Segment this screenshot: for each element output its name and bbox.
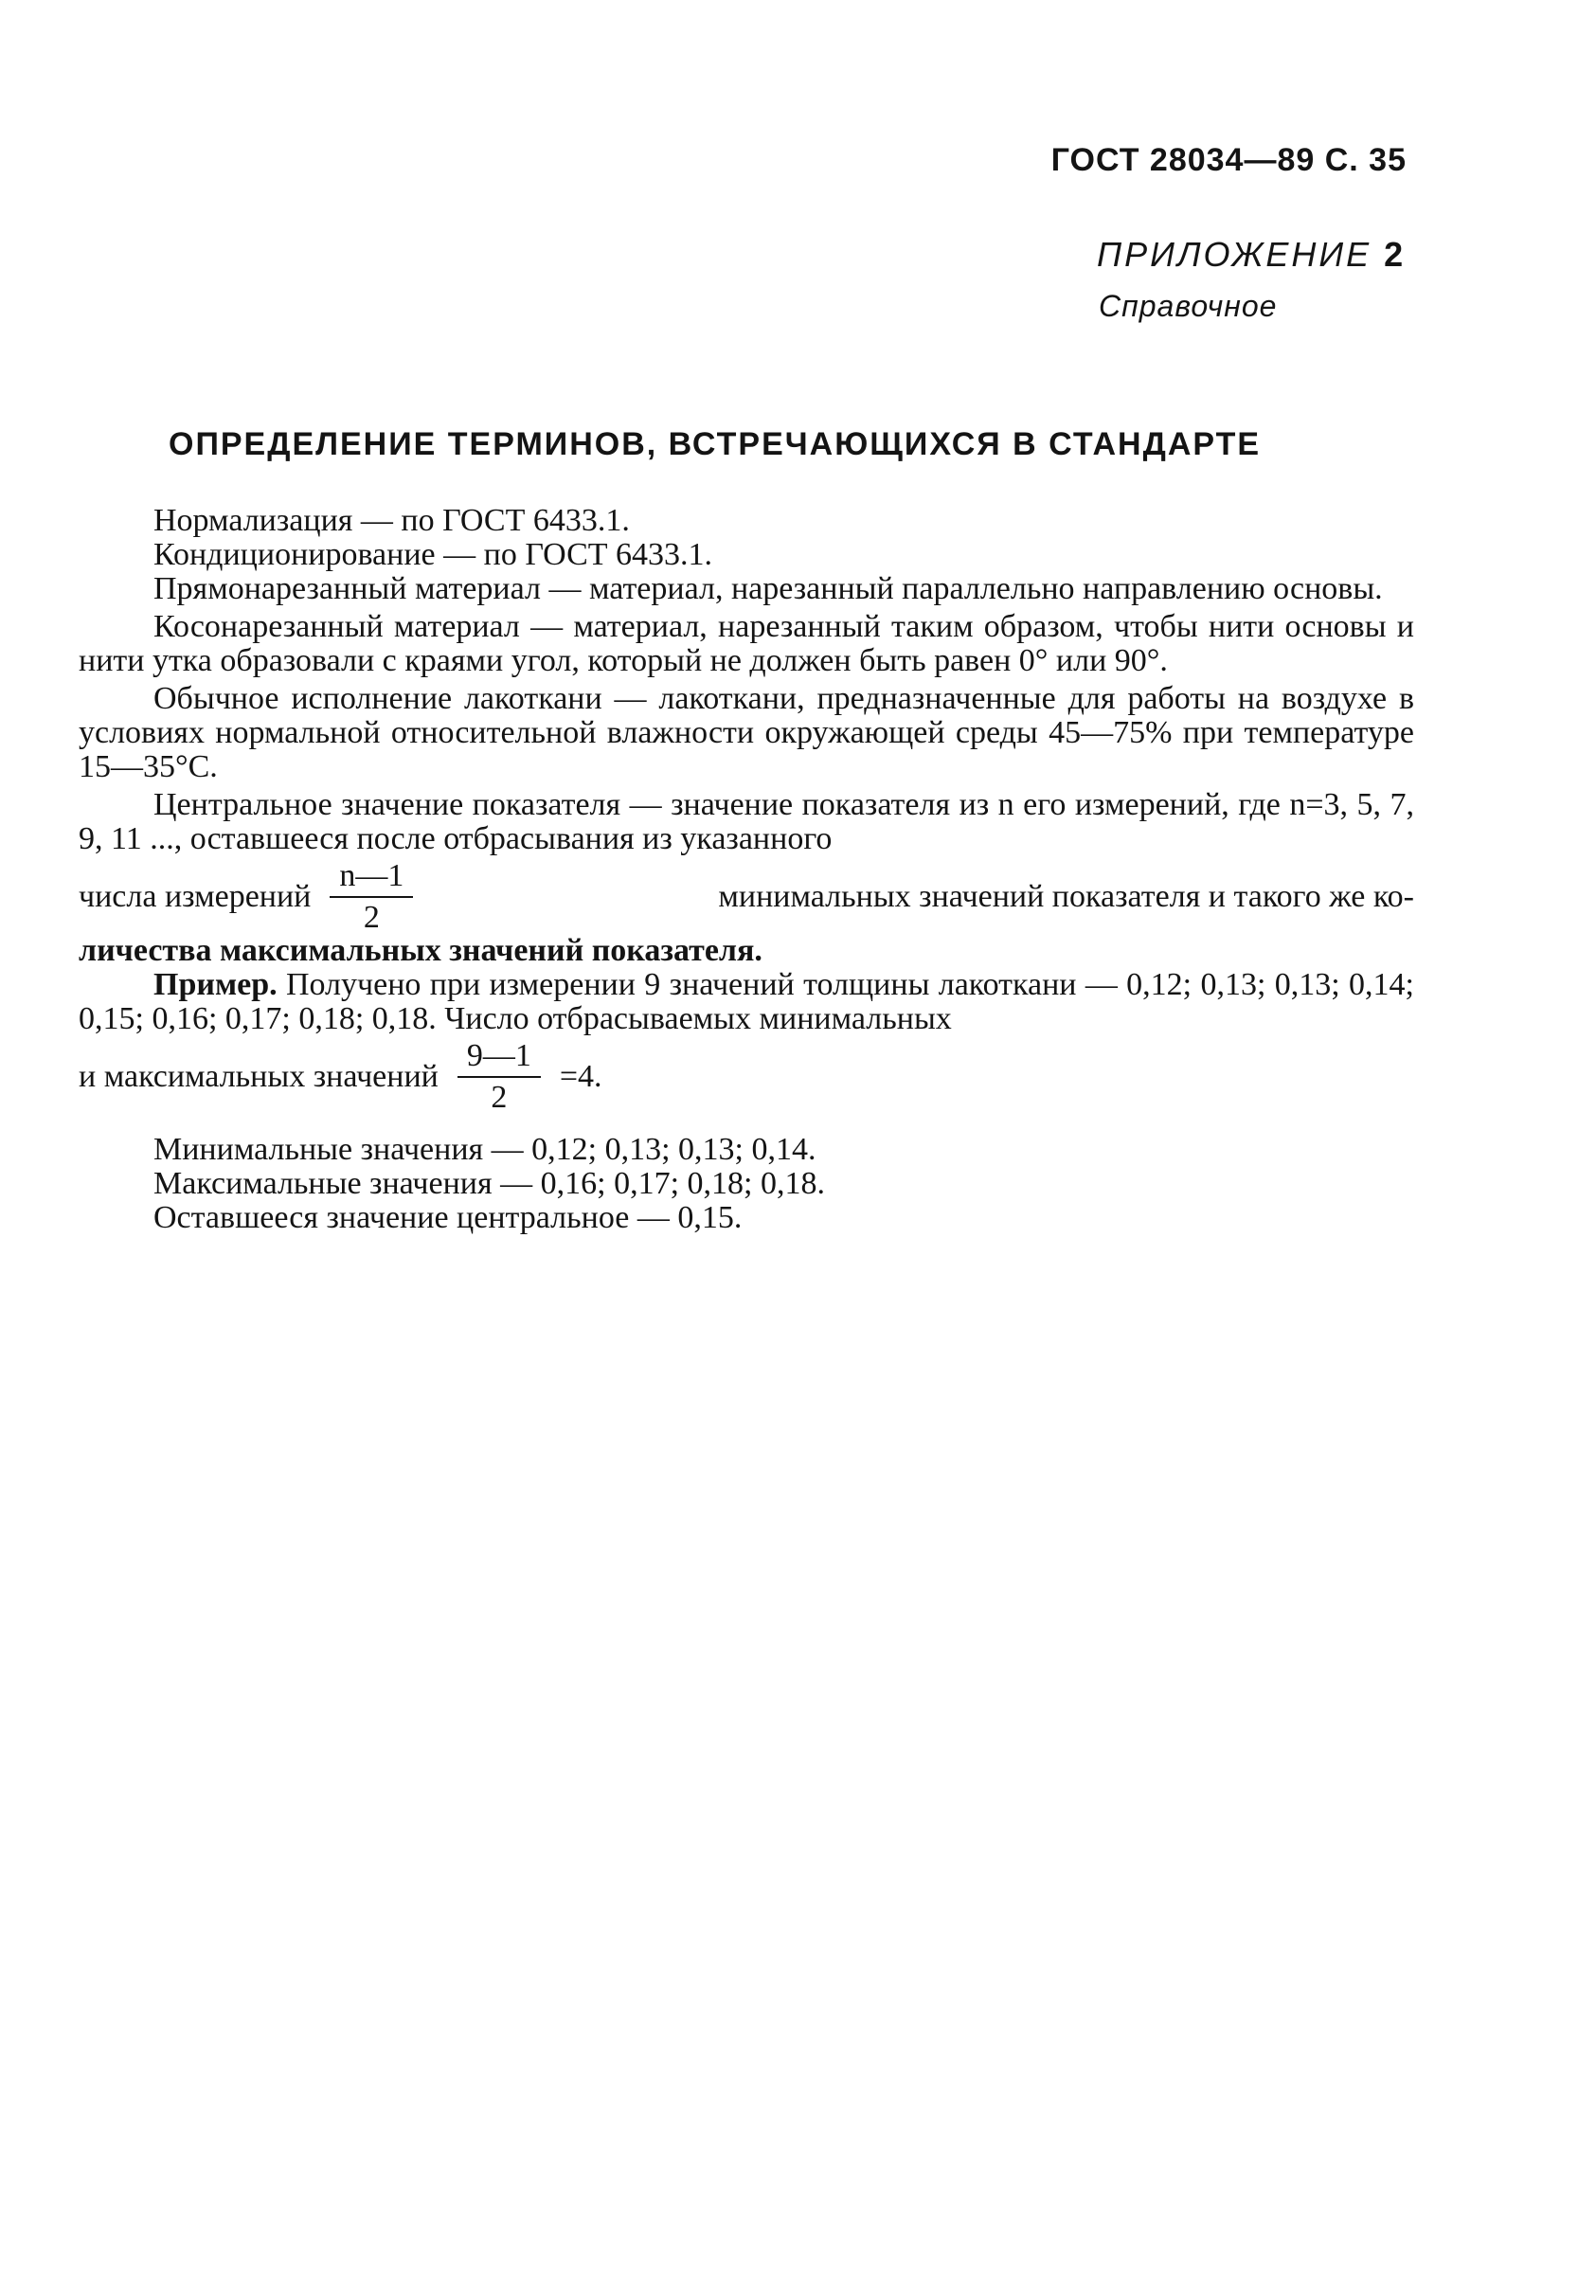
example-label: Пример. xyxy=(153,967,278,1002)
definition-normalization: Нормализация — по ГОСТ 6433.1. xyxy=(153,503,630,538)
document-reference: ГОСТ 28034—89 С. 35 xyxy=(1050,142,1407,178)
central-value-end: личества максимальных значений показателя. xyxy=(79,933,762,968)
central-formula-after: минимальных значений показателя и такого же ко- xyxy=(718,879,1414,914)
appendix-heading xyxy=(1097,235,1406,275)
central-fraction-numerator: n—1 xyxy=(330,860,413,898)
result-maximum: Максимальные значения — 0,16; 0,17; 0,18; 0,18. xyxy=(153,1166,825,1201)
example-paragraph xyxy=(79,968,1414,1036)
result-minimum: Минимальные значения — 0,12; 0,13; 0,13; 0,14. xyxy=(153,1132,816,1167)
results-block xyxy=(79,1133,1414,1235)
appendix-type: Справочное xyxy=(1099,289,1278,323)
central-value-formula-line xyxy=(79,860,1414,934)
appendix-label: ПРИЛОЖЕНИЕ xyxy=(1097,235,1372,274)
example-fraction-denominator: 2 xyxy=(491,1080,508,1115)
example-fraction-numerator: 9—1 xyxy=(457,1040,541,1078)
definition-central-value: Центральное значение показателя — значение показателя из n его измерений, где n=3, 5, 7, 9, 11 ..., оставшееся после отбрасывания из указанного xyxy=(79,787,1414,856)
definition-normal-design: Обычное исполнение лакоткани — лакоткани, предназначенные для работы на воздухе в условиях нормальной относительной влажности окружающей среды 45—75% при температуре 15—35°С. xyxy=(79,681,1414,784)
definitions-body xyxy=(79,504,1414,1235)
appendix-number: 2 xyxy=(1384,235,1407,274)
definition-straight-cut: Прямонарезанный материал — материал, нарезанный параллельно направлению основы. xyxy=(153,571,1383,606)
definition-conditioning: Кондиционирование — по ГОСТ 6433.1. xyxy=(153,537,713,572)
page-title: ОПРЕДЕЛЕНИЕ ТЕРМИНОВ, ВСТРЕЧАЮЩИХСЯ В СТАНДАРТЕ xyxy=(169,426,1262,462)
central-formula-before: числа измерений xyxy=(79,879,312,914)
result-central: Оставшееся значение центральное — 0,15. xyxy=(153,1200,743,1235)
central-fraction-denominator: 2 xyxy=(363,900,380,935)
example-formula-before: и максимальных значений xyxy=(79,1059,439,1094)
central-fraction xyxy=(330,860,413,934)
example-formula-line xyxy=(79,1040,1414,1114)
example-fraction xyxy=(457,1040,541,1114)
definition-bias-cut: Косонарезанный материал — материал, нарезанный таким образом, чтобы нити основы и нити утка образовали с краями угол, который не должен быть равен 0° или 90°. xyxy=(79,609,1414,678)
example-formula-result: =4. xyxy=(559,1059,602,1094)
example-text: Получено при измерении 9 значений толщины лакоткани — 0,12; 0,13; 0,13; 0,14; 0,15; 0,16; 0,17; 0,18; 0,18. Число отбрасываемых минимальных xyxy=(79,967,1414,1036)
